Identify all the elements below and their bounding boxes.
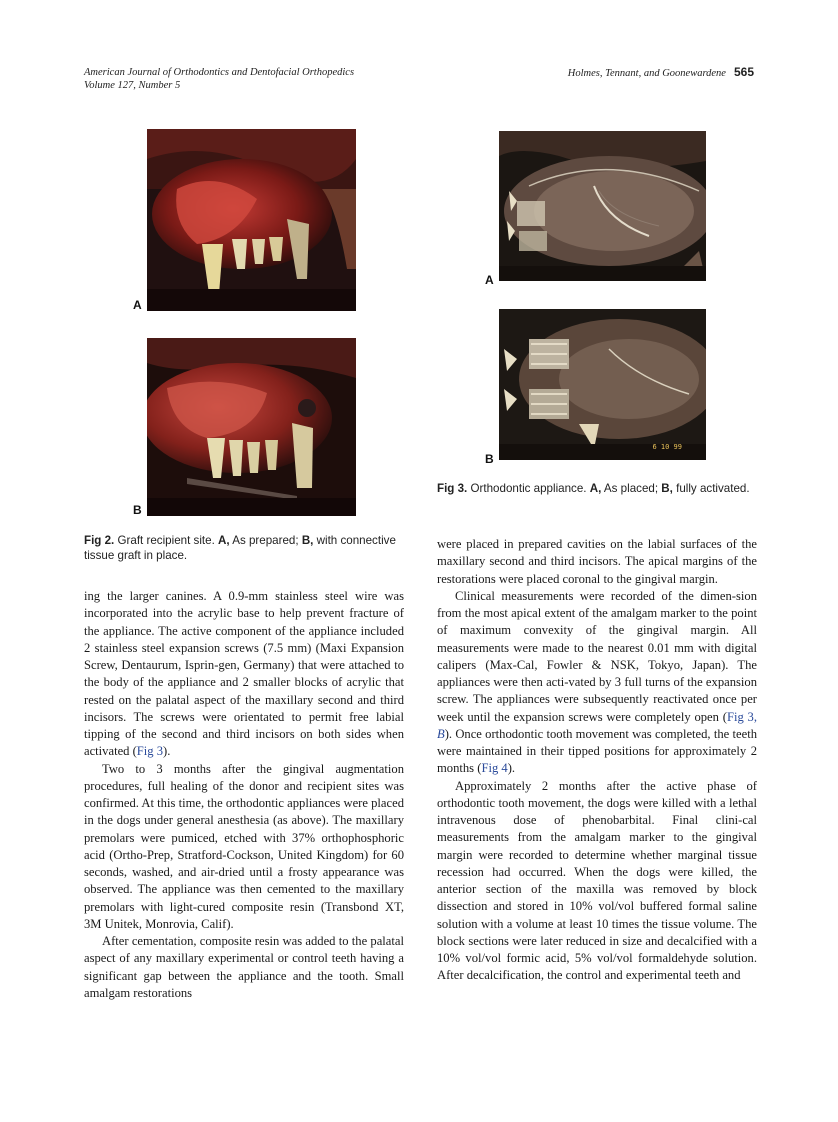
figure-2a-photo [147,129,356,311]
paragraph-text: ). [163,744,171,759]
reference-text: Fig 3, [726,709,757,724]
reference-text: B [437,726,445,741]
body-column-left [84,588,404,1002]
paragraph-text: ing the larger canines. A 0.9-mm stainless steel wire was incorporated into the acrylic base to help prevent fracture of the appliance. The active component of the appliance included 2 stainless steel expansion screws (7.5 mm) (Maxi Expansion Screw, Dentaurum, Isprin-gen, Germany) that were attached to the body of the appliance and 2 smaller blocks of acrylic that rested on the palatal aspect of the maxillary second and third incisors. The screws were orientated to permit free labial tipping of the second and third incisors on both sides when activated ( [84,589,404,759]
author-names: Holmes, Tennant, and Goonewardene [567,68,726,79]
paragraph-text: ). [507,761,516,776]
paragraph: Two to 3 months after the gingival augmentation procedures, full healing of the donor and recipient sites was confirmed. At this time, the orthodontic appliances were placed in the dogs under general anesthesia (as above). The maxillary premolars were pumiced, etched with 37% orthophosphoric acid (Ortho-Prep, Stratford-Cockson, United Kingdom) for 60 seconds, washed, and air-dried until a frosty appearance was observed. The appliance was then cemented to the maxillary premolars with light-cured composite resin (Transbond XT, 3M Unitek, Monrovia, Calif). [84,761,404,931]
paragraph [437,588,757,778]
figure-3-caption-text: Orthodontic appliance. [467,482,590,495]
paragraph: were placed in prepared cavities on the labial surfaces of the maxillary second and third incisors. The apical margins of the restorations were placed coronal to the gingival margin. [437,537,757,586]
figure-2-caption-b: B, [301,534,314,547]
page-number: 565 [733,65,754,79]
paragraph-text: Clinical measurements were recorded of the dimen-sion from the most apical extent of the amalgam marker to the point of maximum convexity of the gingival margin. All measurements were made to the nearest 0.01 mm with digital calipers (Max-Cal, Fowler & NSK, Tokyo, Japan). The appliances were then acti-vated by 3 full turns of the expansion screw. The appliances were subsequently reactivated once per week until the expansion screws were completely open ( [437,588,757,724]
figure-3-reference-link[interactable]: Fig 3 [136,744,164,759]
figure-3-caption-title: Fig 3. [437,482,468,495]
paragraph: Approximately 2 months after the active phase of orthodontic tooth movement, the dogs were killed with a lethal intravenous dose of phenobarbital. Final clini-cal measurements from the amalgam marker to the gingival margin were recorded to determine whether marginal tissue recession had occurred. When the dogs were killed, the anterior section of the maxilla was removed by block dissection and stored in 10% vol/vol buffered formal saline solution with a volume at least 10 times the tissue volume. The block sections were later reduced in size and decalcified with a 10% vol/vol formic acid, 5% vol/vol formaldehyde solution. After decalcification, the control and experimental teeth and [437,778,757,983]
photo-date-stamp: 6 10 99 [652,443,682,451]
figure-2-caption-title: Fig 2. [84,534,115,547]
figure-2-caption-text: with connective tissue graft in place. [84,534,396,562]
journal-volume: Volume 127, Number 5 [84,80,181,91]
figure-3-caption-text: As placed; [601,482,662,495]
figure-3b-photo [499,309,706,460]
running-header-left [84,66,354,92]
figure-3-caption-text: fully activated. [672,482,750,495]
figure-2-label-b: B [133,503,142,517]
figure-3-caption-b: B, [661,482,673,495]
figure-2b-photo [147,338,356,516]
paragraph [84,588,404,761]
figure-2-caption-text: As prepared; [229,534,302,547]
figure-3-label-a: A [485,273,494,287]
paragraph-text: ). Once orthodontic tooth movement was completed, the teeth were maintained in their tipped positions for approximately 2 months ( [437,726,757,776]
figure-3-caption-a: A, [589,482,602,495]
figure-2-caption-a: A, [218,534,230,547]
figure-2-caption [84,533,404,563]
figure-3-caption [437,481,757,496]
body-column-right [437,536,757,985]
paragraph: After cementation, composite resin was added to the palatal aspect of any maxillary experimental or control teeth having a significant gap between the appliance and the tooth. Small amalgam restorations [84,934,404,1000]
figure-3-label-b: B [485,452,494,466]
figure-2-caption-text: Graft recipient site. [114,534,219,547]
figure-4-reference-link[interactable]: Fig 4 [481,761,508,776]
journal-title: American Journal of Orthodontics and Dentofacial Orthopedics [84,67,355,78]
figure-2-label-a: A [133,298,142,312]
running-header-right [568,66,754,80]
figure-3a-photo [499,131,706,281]
